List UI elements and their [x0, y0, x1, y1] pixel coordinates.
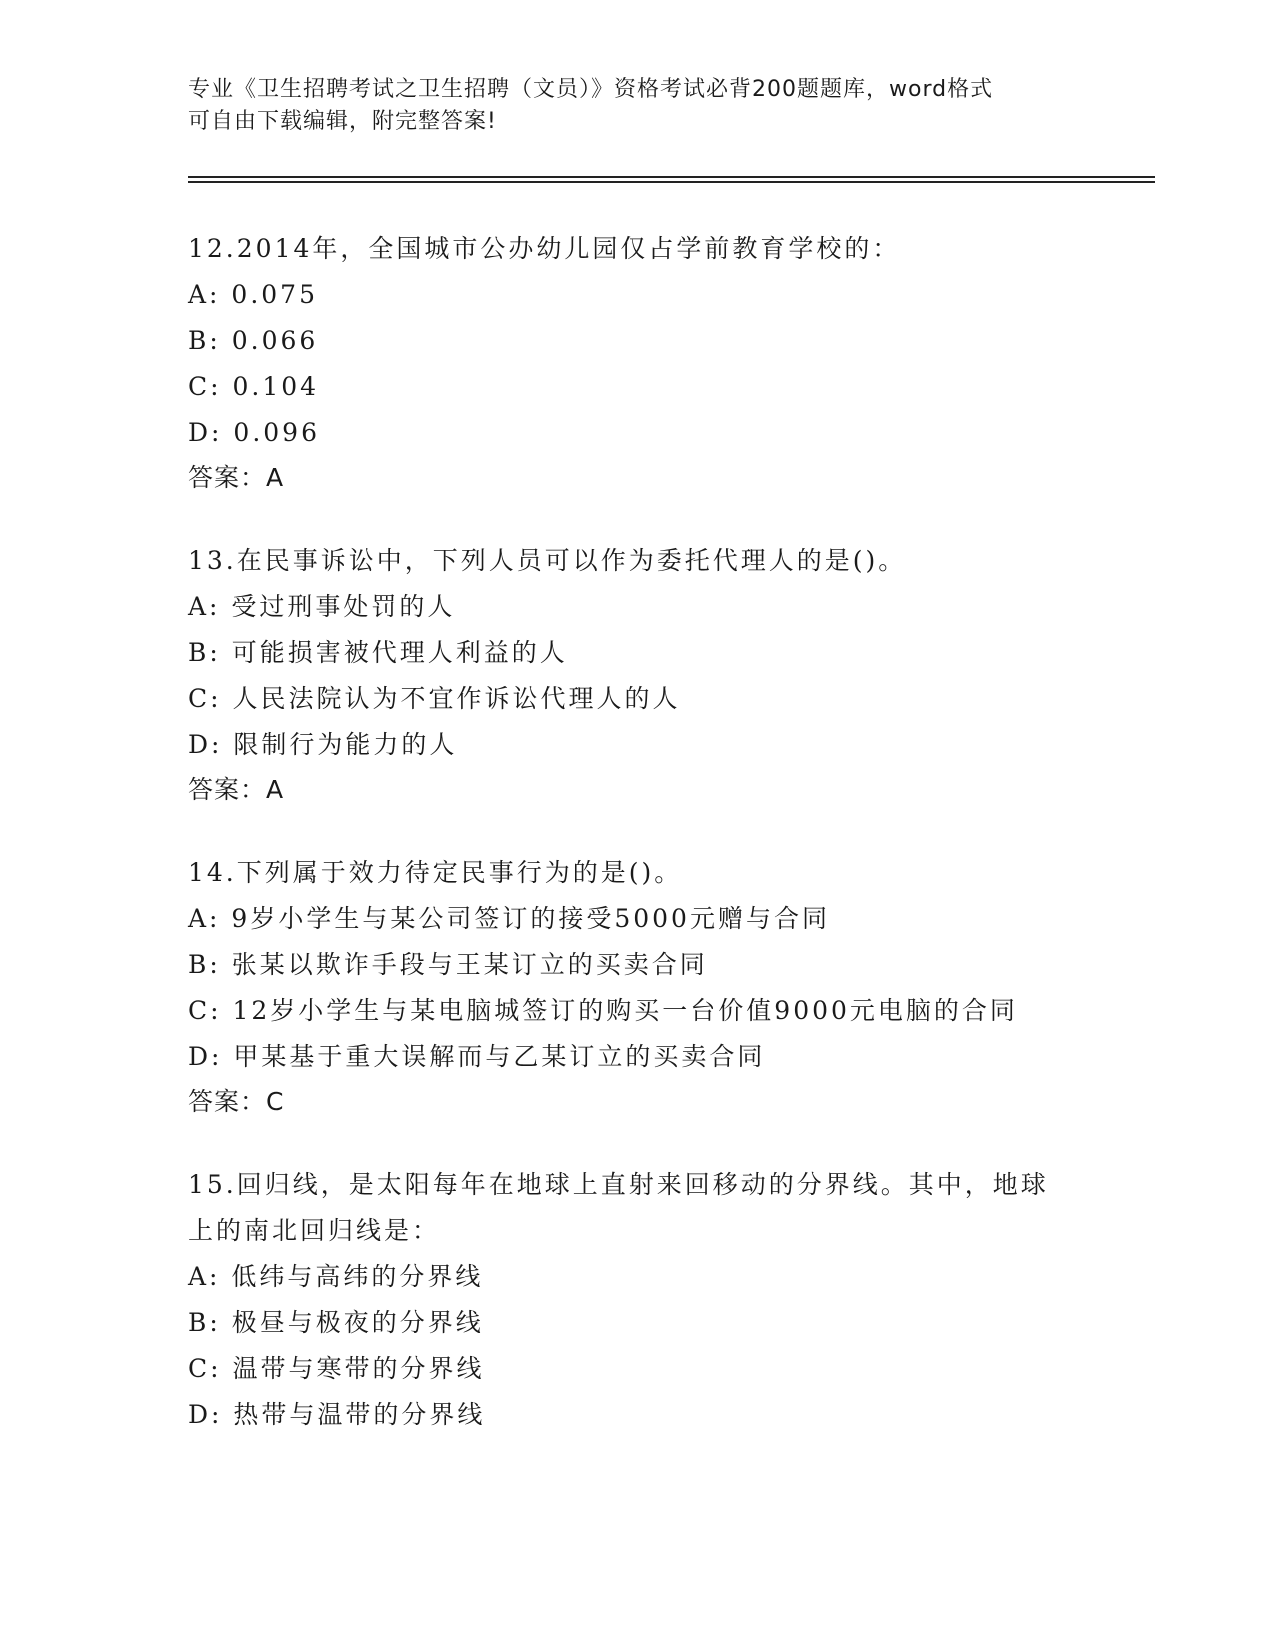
- question-stem: 12.2014年，全国城市公办幼儿园仅占学前教育学校的：: [188, 234, 901, 263]
- option-a: A: 0.075: [188, 280, 318, 309]
- option-b: B: 0.066: [188, 326, 319, 355]
- option-d: D: 限制行为能力的人: [188, 730, 458, 759]
- document-header: [188, 74, 1088, 138]
- option-d: D: 甲某基于重大误解而与乙某订立的买卖合同: [188, 1042, 766, 1071]
- option-b: B: 张某以欺诈手段与王某订立的买卖合同: [188, 950, 708, 979]
- answer-line: 答案：A: [188, 775, 285, 804]
- option-b: B: 极昼与极夜的分界线: [188, 1308, 484, 1337]
- answer-line: 答案：A: [188, 463, 285, 492]
- question-15: [188, 1162, 1148, 1438]
- question-stem: 14.下列属于效力待定民事行为的是()。: [188, 858, 683, 887]
- question-14: [188, 850, 1148, 1124]
- option-c: C: 人民法院认为不宜作诉讼代理人的人: [188, 684, 681, 713]
- option-c: C: 12岁小学生与某电脑城签订的购买一台价值9000元电脑的合同: [188, 996, 1018, 1025]
- option-b: B: 可能损害被代理人利益的人: [188, 638, 568, 667]
- question-12: [188, 226, 1148, 500]
- header-divider-top: [188, 176, 1155, 178]
- option-c: C: 0.104: [188, 372, 320, 401]
- header-title-line-1: 专业《卫生招聘考试之卫生招聘（文员）》资格考试必背200题题库，word格式: [188, 77, 994, 102]
- option-d: D: 热带与温带的分界线: [188, 1400, 486, 1429]
- option-a: A: 受过刑事处罚的人: [188, 592, 456, 621]
- option-a: A: 9岁小学生与某公司签订的接受5000元赠与合同: [188, 904, 830, 933]
- question-stem-line-1: 15.回归线，是太阳每年在地球上直射来回移动的分界线。其中，地球: [188, 1170, 1049, 1199]
- question-13: [188, 538, 1148, 812]
- header-divider-bottom: [188, 181, 1155, 183]
- option-a: A: 低纬与高纬的分界线: [188, 1262, 484, 1291]
- question-list: [188, 226, 1148, 1476]
- question-stem: 13.在民事诉讼中，下列人员可以作为委托代理人的是()。: [188, 546, 907, 575]
- question-stem-line-2: 上的南北回归线是：: [188, 1216, 441, 1245]
- answer-line: 答案：C: [188, 1087, 285, 1116]
- option-c: C: 温带与寒带的分界线: [188, 1354, 485, 1383]
- option-d: D: 0.096: [188, 418, 320, 447]
- header-title-line-2: 可自由下载编辑，附完整答案!: [188, 109, 497, 134]
